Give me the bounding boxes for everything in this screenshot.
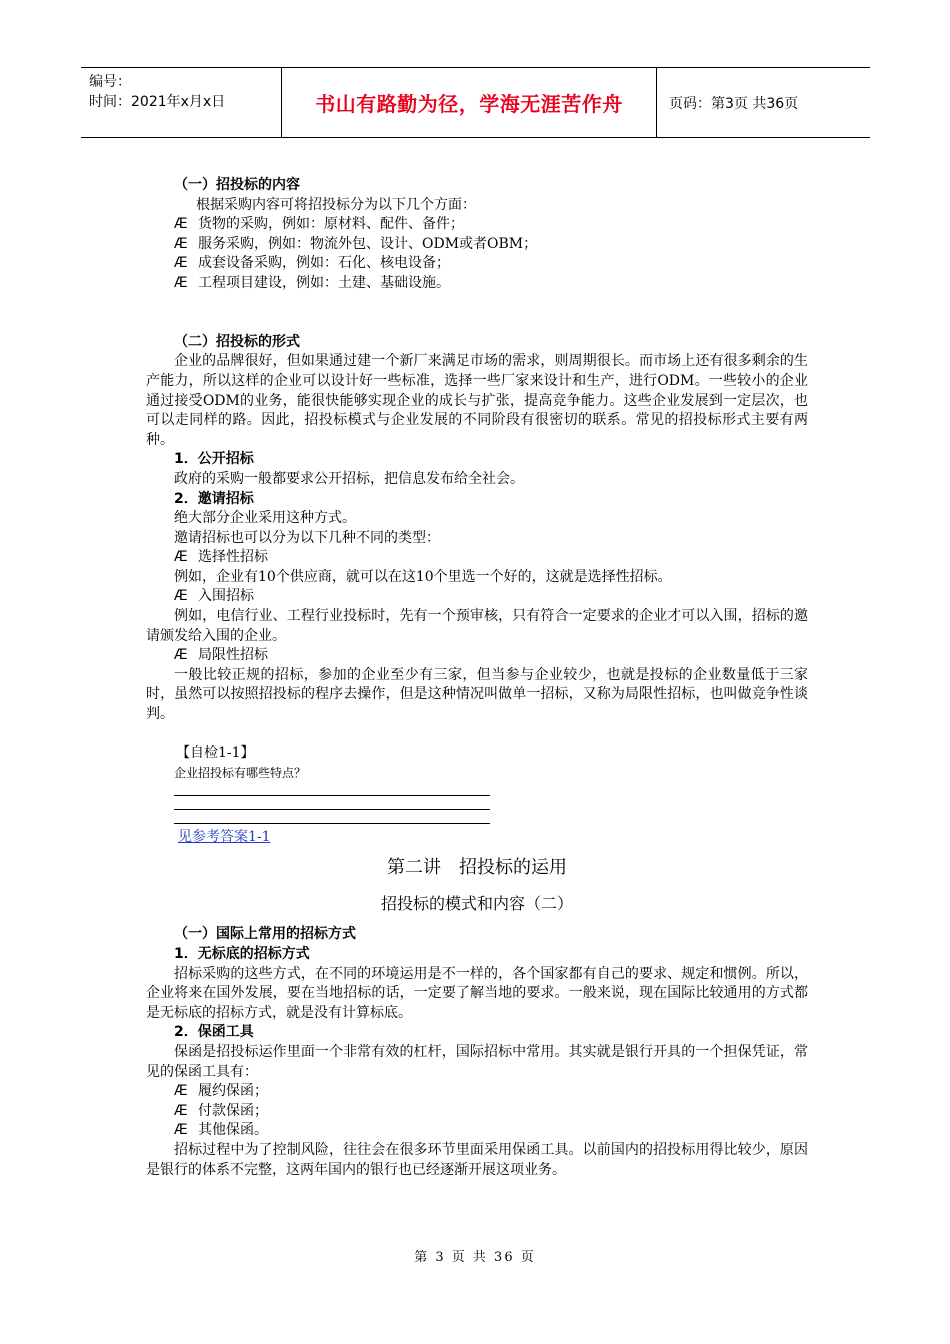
paragraph: 企业的品牌很好，但如果通过建一个新厂来满足市场的需求，则周期很长。而市场上还有很多剩余的生产能力，所以这样的企业可以设计好一些标准，选择一些厂家来设计和生产，进行ODM。一些较小的企业通过接受ODM的业务，能很快能够实现企业的成长与扩张，提高竞争能力。这些企业发展到一定层次，也可以走同样的路。因此，招投标模式与企业发展的不同阶段有很密切的联系。常见的招投标形式主要有两种。 bbox=[146, 353, 808, 448]
paragraph: 政府的采购一般都要求公开招标，把信息发布给全社会。 bbox=[174, 470, 524, 487]
answer-line bbox=[174, 796, 490, 810]
list-item bbox=[146, 587, 808, 607]
subsection-title: 1．公开招标 bbox=[174, 451, 254, 468]
paragraph: 保函是招投标运作里面一个非常有效的杠杆，国际招标中常用。其实就是银行开具的一个担保凭证，常见的保函工具有： bbox=[146, 1043, 808, 1080]
bullet-symbol: Æ bbox=[174, 1122, 188, 1139]
answer-lines bbox=[146, 782, 808, 824]
selfcheck-title: 【自检1-1】 bbox=[176, 745, 255, 762]
paragraph: 例如，企业有10个供应商，就可以在这10个里选一个好的，这就是选择性招标。 bbox=[174, 568, 672, 585]
list-item-text: 选择性招标 bbox=[198, 549, 268, 566]
list-item-text: 付款保函； bbox=[198, 1102, 268, 1119]
bullet-symbol: Æ bbox=[174, 1102, 188, 1119]
selfcheck-question: 企业招投标有哪些特点？ bbox=[174, 765, 307, 780]
list-item bbox=[146, 215, 808, 235]
list-item bbox=[146, 1102, 808, 1122]
bullet-symbol: Æ bbox=[174, 588, 188, 605]
paragraph: 绝大部分企业采用这种方式。 bbox=[174, 510, 356, 527]
subsection-title: 2．保函工具 bbox=[174, 1024, 254, 1041]
paragraph: 招标过程中为了控制风险，往往会在很多环节里面采用保函工具。以前国内的招投标用得比较少，原因是银行的体系不完整，这两年国内的银行也已经逐渐开展这项业务。 bbox=[146, 1141, 808, 1178]
bullet-symbol: Æ bbox=[174, 255, 188, 272]
list-item bbox=[146, 548, 808, 568]
paragraph: 根据采购内容可将招投标分为以下几个方面： bbox=[196, 196, 476, 213]
header-meta bbox=[81, 68, 282, 137]
doc-number-label: 编号： bbox=[89, 74, 131, 90]
section-title: （一）国际上常用的招标方式 bbox=[174, 926, 356, 943]
list-item bbox=[146, 274, 808, 294]
header-motto: 书山有路勤为径，学海无涯苦作舟 bbox=[282, 68, 657, 137]
page-header bbox=[81, 67, 870, 138]
bullet-symbol: Æ bbox=[174, 216, 188, 233]
lecture-subtitle: 招投标的模式和内容（二） bbox=[380, 894, 573, 914]
list-item-text: 其他保函。 bbox=[198, 1122, 268, 1139]
bullet-symbol: Æ bbox=[174, 549, 188, 566]
answer-line bbox=[174, 782, 490, 796]
list-item-text: 货物的采购，例如：原材料、配件、备件； bbox=[198, 216, 464, 233]
doc-time-label: 时间：2021年x月x日 bbox=[89, 94, 226, 110]
bullet-symbol: Æ bbox=[174, 1083, 188, 1100]
list-item bbox=[146, 235, 808, 255]
answer-line bbox=[174, 810, 490, 824]
bullet-symbol: Æ bbox=[174, 235, 188, 252]
list-item-text: 工程项目建设，例如：土建、基础设施。 bbox=[198, 274, 450, 291]
list-item-text: 服务采购，例如：物流外包、设计、ODM或者OBM； bbox=[198, 235, 538, 252]
list-item bbox=[146, 1082, 808, 1102]
lecture-title: 第二讲 招投标的运用 bbox=[387, 857, 567, 879]
list-item-text: 局限性招标 bbox=[198, 647, 268, 664]
list-item bbox=[146, 646, 808, 666]
bullet-symbol: Æ bbox=[174, 647, 188, 664]
subsection-title: 1．无标底的招标方式 bbox=[174, 946, 310, 962]
list-item bbox=[146, 1121, 808, 1141]
section-title: （一）招投标的内容 bbox=[174, 177, 300, 193]
paragraph: 例如，电信行业、工程行业投标时，先有一个预审核，只有符合一定要求的企业才可以入围，招标的邀请颁发给入围的企业。 bbox=[146, 608, 808, 644]
section-title: （二）招投标的形式 bbox=[174, 333, 300, 350]
paragraph: 招标采购的这些方式，在不同的环境运用是不一样的，各个国家都有自己的要求、规定和惯例。所以，企业将来在国外发展，要在当地招标的话，一定要了解当地的要求。一般来说，现在国际比较通用的方式都是无标底的招标方式，就是没有计算标底。 bbox=[146, 965, 808, 1021]
list-item-text: 成套设备采购，例如：石化、核电设备； bbox=[198, 255, 450, 272]
answer-reference-link[interactable]: 见参考答案1-1 bbox=[178, 828, 271, 845]
header-page-info: 页码：第3页 共36页 bbox=[669, 95, 799, 112]
subsection-title: 2．邀请招标 bbox=[174, 490, 254, 507]
page-footer: 第 3 页 共 36 页 bbox=[414, 1250, 536, 1265]
document-body bbox=[146, 176, 808, 1180]
paragraph: 一般比较正规的招标，参加的企业至少有三家，但当参与企业较少，也就是投标的企业数量低于三家时，虽然可以按照招投标的程序去操作，但是这种情况叫做单一招标，又称为局限性招标，也叫做竞争性谈判。 bbox=[146, 666, 808, 723]
list-item-text: 履约保函； bbox=[198, 1083, 268, 1100]
bullet-symbol: Æ bbox=[174, 274, 188, 291]
list-item bbox=[146, 254, 808, 274]
list-item-text: 入围招标 bbox=[198, 588, 254, 605]
paragraph: 邀请招标也可以分为以下几种不同的类型： bbox=[174, 529, 440, 546]
